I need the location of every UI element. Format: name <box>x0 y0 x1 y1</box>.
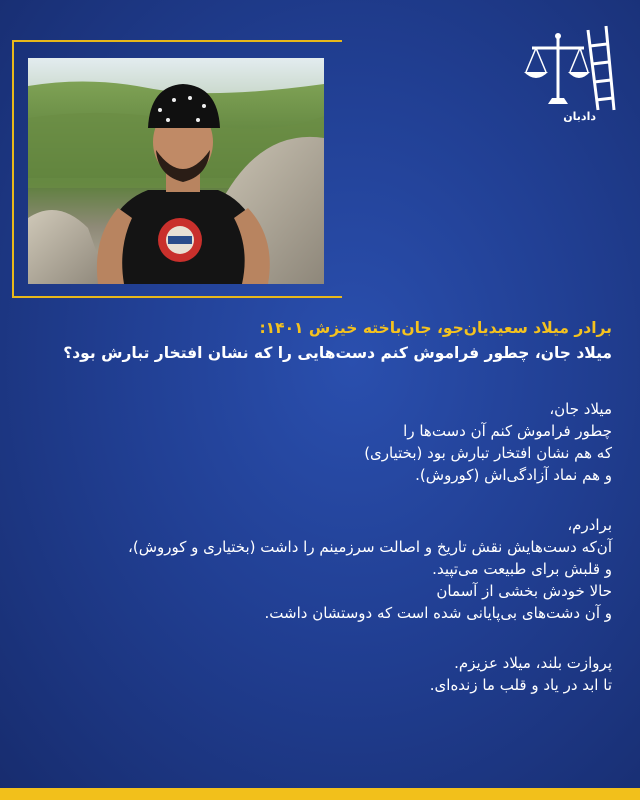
portrait-illustration <box>28 58 324 284</box>
headline-title: برادر میلاد سعیدیان‌جو، جان‌باخته خیزش ۱۴۰۱: <box>259 319 612 337</box>
headline <box>20 316 612 366</box>
message-body <box>20 398 612 724</box>
frame-line-bottom <box>12 296 342 298</box>
logo-label: دادبان <box>563 110 596 123</box>
paragraph-1 <box>20 398 612 486</box>
text-line: میلاد جان، <box>549 400 612 418</box>
text-line: و هم نماد آزادگی‌اش (کوروش). <box>415 466 612 484</box>
paragraph-3 <box>20 652 612 696</box>
text-line: و آن دشت‌های بی‌پایانی شده است که دوستشان داشت. <box>264 604 612 622</box>
text-line: چطور فراموش کنم آن دست‌ها را <box>403 422 612 440</box>
text-line: حالا خودش بخشی از آسمان <box>436 582 612 600</box>
text-line: آن‌که دست‌هایش نقش تاریخ و اصالت سرزمینم را داشت (بختیاری و کوروش)، <box>128 538 612 556</box>
bottom-accent-bar <box>0 788 640 800</box>
paragraph-2 <box>20 514 612 624</box>
text-line: که هم نشان افتخار تبارش بود (بختیاری) <box>364 444 612 462</box>
frame-line-left <box>12 40 14 298</box>
frame-line-top <box>12 40 342 42</box>
scales-of-justice-icon <box>518 22 618 114</box>
headline-quote: میلاد جان، چطور فراموش کنم دست‌هایی را که نشان افتخار تبارش بود؟ <box>63 344 612 362</box>
text-line: تا ابد در یاد و قلب ما زنده‌ای. <box>429 676 612 694</box>
text-line: برادرم، <box>567 516 612 534</box>
text-line: و قلبش برای طبیعت می‌تپید. <box>432 560 612 578</box>
portrait-photo <box>28 58 324 284</box>
text-line: پروازت بلند، میلاد عزیزم. <box>454 654 612 672</box>
